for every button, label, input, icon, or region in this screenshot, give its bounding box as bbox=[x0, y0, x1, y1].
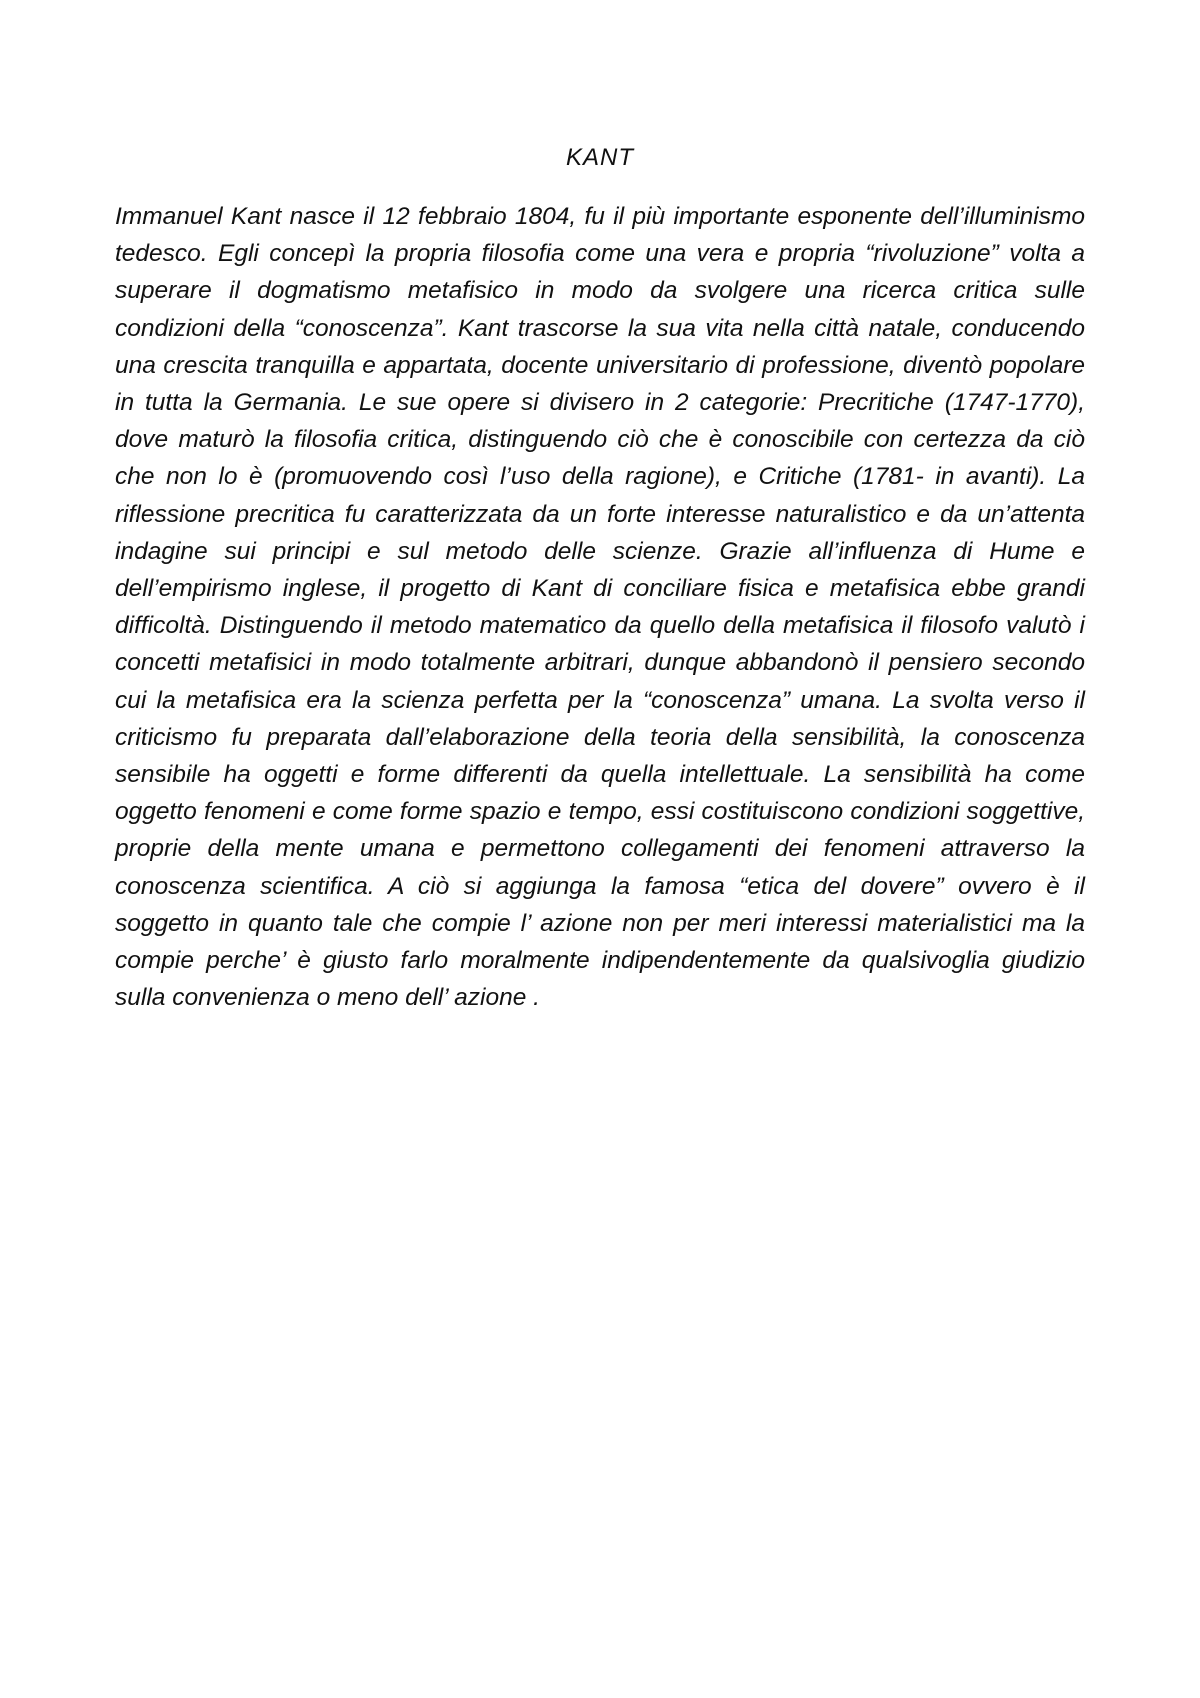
document-title: KANT bbox=[565, 144, 634, 171]
document-body-paragraph: Immanuel Kant nasce il 12 febbraio 1804, fu il più importante esponente dell’illuminismo tedesco. Egli concepì la propria filosofia come una vera e propria “rivoluzione” volta a superare il dogmatismo metafisico in modo da svolgere una ricerca critica sulle condizioni della “conoscenza”. Kant trascorse la sua vita nella città natale, conducendo una crescita tranquilla e appartata, docente universitario di professione, diventò popolare in tutta la Germania. Le sue opere si divisero in 2 categorie: Precritiche (1747-1770), dove maturò la filosofia critica, distinguendo ciò che è conoscibile con certezza da ciò che non lo è (promuovendo così l’uso della ragione), e Critiche (1781- in avanti). La riflessione precritica fu caratterizzata da un forte interesse naturalistico e da un’attenta indagine sui principi e sul metodo delle scienze. Grazie all’influenza di Hume e dell’empirismo inglese, il progetto di Kant di conciliare fisica e metafisica ebbe grandi difficoltà. Distinguendo il metodo matematico da quello della metafisica il filosofo valutò i concetti metafisici in modo totalmente arbitrari, dunque abbandonò il pensiero secondo cui la metafisica era la scienza perfetta per la “conoscenza” umana. La svolta verso il criticismo fu preparata dall’elaborazione della teoria della sensibilità, la conoscenza sensibile ha oggetti e forme differenti da quella intellettuale. La sensibilità ha come oggetto fenomeni e come forme spazio e tempo, essi costituiscono condizioni soggettive, proprie della mente umana e permettono collegamenti dei fenomeni attraverso la conoscenza scientifica. A ciò si aggiunga la famosa “etica del dovere” ovvero è il soggetto in quanto tale che compie l’ azione non per meri interessi materialistici ma la compie perche’ è giusto farlo moralmente indipendentemente da qualsivoglia giudizio sulla convenienza o meno dell’ azione . bbox=[115, 203, 1085, 1012]
